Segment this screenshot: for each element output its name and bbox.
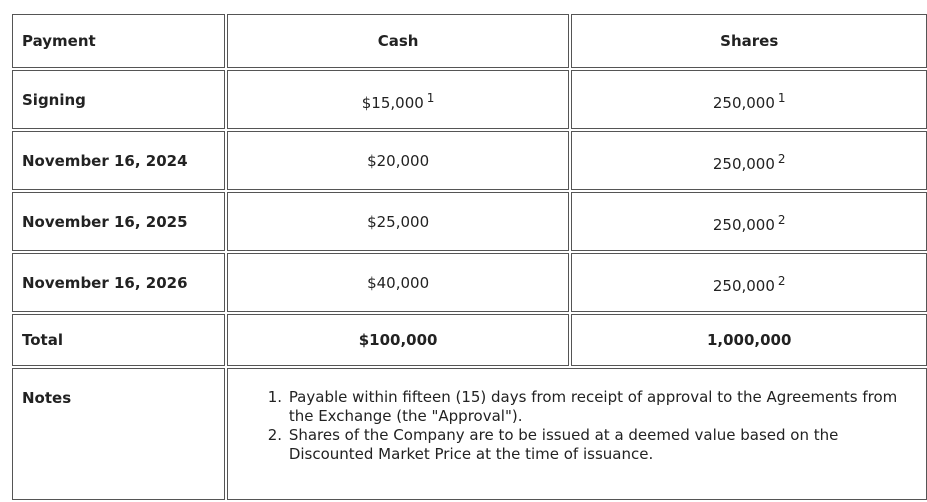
header-cash: Cash [227,14,570,68]
header-payment: Payment [12,14,225,68]
shares-amount: 250,000 [712,277,775,295]
footnote-marker: 2 [777,152,786,166]
payment-schedule-table [12,14,927,500]
cash-cell [227,192,570,251]
shares-amount: 250,000 [712,216,775,234]
note-item: 1. Payable within fifteen (15) days from receipt of approval to the Agreements from the Exchange (the "Approval"). [287,388,916,426]
payment-date-cell [12,192,225,251]
table-row [12,131,927,190]
footnote-marker: 2 [777,274,786,288]
shares-cell [571,192,927,251]
notes-list [228,388,926,464]
cash-amount: $20,000 [367,151,430,170]
header-row [12,14,927,68]
total-cash: $100,000 [227,314,570,366]
payment-date-cell [12,70,225,129]
payment-date: November 16, 2024 [22,151,188,170]
shares-value [712,274,786,295]
cash-cell [227,253,570,312]
payment-date: Signing [22,90,86,109]
footnote-marker: 1 [777,91,786,105]
payment-table [10,12,927,502]
cash-amount: $25,000 [367,212,430,231]
cash-cell [227,131,570,190]
total-shares: 1,000,000 [571,314,927,366]
shares-value [712,213,786,234]
payment-date-cell [12,131,225,190]
cash-value [361,91,435,112]
cash-amount: $15,000 [361,94,424,112]
shares-amount: 250,000 [712,94,775,112]
payment-date: November 16, 2025 [22,212,188,231]
table-row [12,70,927,129]
notes-row [12,368,927,500]
cash-cell [227,70,570,129]
footnote-marker: 2 [777,213,786,227]
shares-cell [571,253,927,312]
total-row [12,314,927,366]
note-item: 2. Shares of the Company are to be issued at a deemed value based on the Discounted Market Price at the time of issuance. [287,426,916,464]
footnote-marker: 1 [426,91,435,105]
shares-value [712,91,786,112]
cash-amount: $40,000 [367,273,430,292]
shares-cell [571,70,927,129]
table-row [12,253,927,312]
table-row [12,192,927,251]
payment-date: November 16, 2026 [22,273,188,292]
payment-date-cell [12,253,225,312]
shares-value [712,152,786,173]
notes-label: Notes [12,368,225,500]
total-label: Total [12,314,225,366]
header-shares: Shares [571,14,927,68]
notes-cell [227,368,927,500]
shares-amount: 250,000 [712,155,775,173]
shares-cell [571,131,927,190]
